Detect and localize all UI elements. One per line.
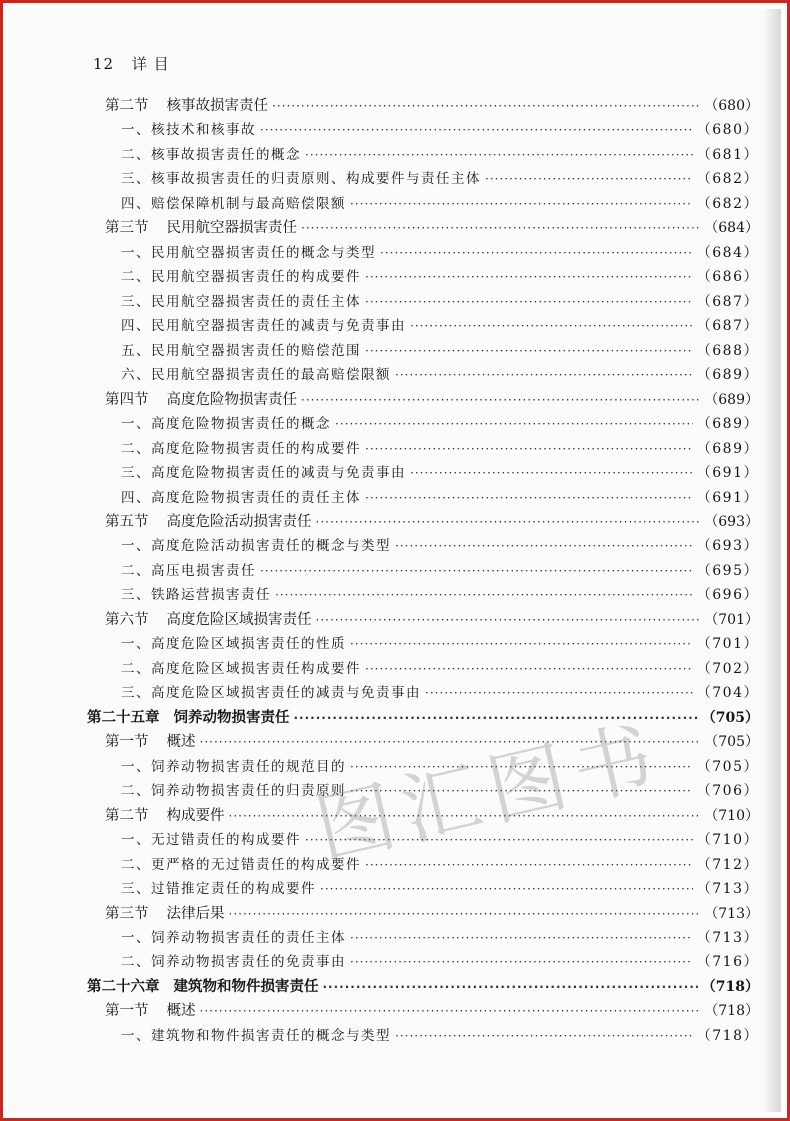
toc-entry-page: （712） <box>696 856 759 873</box>
toc-entry-item <box>121 242 759 264</box>
toc-entry-title <box>121 119 256 141</box>
toc-entry-section <box>105 95 759 117</box>
toc-entry-title <box>121 266 361 288</box>
leader-dots <box>200 731 701 753</box>
leader-dots <box>301 217 700 239</box>
toc-entry-title <box>121 560 256 582</box>
toc-entry-page: （705） <box>704 734 759 751</box>
toc-entry-title <box>121 829 301 851</box>
watermark-text: 图汇图书 <box>307 710 672 878</box>
toc-entry-page: （681） <box>696 146 759 163</box>
toc-entry-title <box>105 609 312 631</box>
toc-entry-text: 二、高压电损害责任 <box>121 562 256 579</box>
leader-dots <box>395 364 693 386</box>
toc-entry-page: （701） <box>704 611 759 628</box>
leader-dots <box>301 389 700 411</box>
toc-entry-chapter <box>87 976 759 998</box>
toc-entry-title <box>87 976 319 998</box>
toc-entry-text: 一、无过错责任的构成要件 <box>121 832 301 849</box>
toc-entry-text: 概述 <box>166 1003 196 1020</box>
leader-dots <box>365 340 693 362</box>
leader-dots <box>365 854 693 876</box>
toc-entry-title <box>121 633 346 655</box>
toc-entry-page: （704） <box>696 685 759 702</box>
toc-entry-text: 二、饲养动物损害责任的免责事由 <box>121 954 346 971</box>
toc-entry-title <box>121 193 346 215</box>
toc-entry-text: 高度危险活动损害责任 <box>166 513 312 530</box>
toc-entry-page: （688） <box>696 342 759 359</box>
toc-entry-item <box>121 658 759 680</box>
leader-dots <box>365 658 693 680</box>
toc-entry-text: 三、高度危险物损害责任的减责与免责事由 <box>121 465 406 482</box>
toc-entry-item <box>121 1025 759 1047</box>
toc-entry-text: 饲养动物损害责任 <box>173 709 290 726</box>
toc-entry-item <box>121 438 759 460</box>
leader-dots <box>350 927 693 949</box>
toc-entry-page: （716） <box>696 954 759 971</box>
toc-entry-section <box>105 903 759 925</box>
toc-entry-page: （691） <box>696 489 759 506</box>
leader-dots <box>294 707 698 729</box>
toc-entry-page: （687） <box>696 293 759 310</box>
toc-entry-label: 第四节 <box>105 391 149 408</box>
toc-entry-item <box>121 951 759 973</box>
toc-entry-item <box>121 168 759 190</box>
toc-entry-title <box>121 854 361 876</box>
toc-entry-title <box>105 389 297 411</box>
toc-entry-page: （713） <box>704 905 759 922</box>
toc-entry-title <box>121 780 346 802</box>
toc-entry-text: 五、民用航空器损害责任的赔偿范围 <box>121 342 361 359</box>
leader-dots <box>272 95 700 117</box>
toc-entry-title <box>121 535 391 557</box>
toc-entry-title <box>121 340 361 362</box>
toc-entry-page: （689） <box>696 367 759 384</box>
toc-entry-title <box>121 413 331 435</box>
toc-entry-title <box>105 903 225 925</box>
toc-entry-title <box>121 144 301 166</box>
toc-entry-page: （687） <box>696 318 759 335</box>
toc-entry-section <box>105 609 759 631</box>
toc-entry-item <box>121 315 759 337</box>
toc-entry-page: （691） <box>696 465 759 482</box>
toc-entry-section <box>105 511 759 533</box>
toc-entry-label: 第一节 <box>105 1003 149 1020</box>
leader-dots <box>320 878 693 900</box>
toc-entry-text: 三、过错推定责任的构成要件 <box>121 881 316 898</box>
leader-dots <box>380 242 693 264</box>
leader-dots <box>365 438 693 460</box>
toc-entry-title <box>121 315 406 337</box>
toc-entry-section <box>105 805 759 827</box>
toc-entry-title <box>121 584 271 606</box>
toc-entry-text: 三、铁路运营损害责任 <box>121 587 271 604</box>
toc-entry-title <box>121 878 316 900</box>
leader-dots <box>316 609 701 631</box>
toc-entry-title <box>121 658 361 680</box>
toc-entry-text: 三、民用航空器损害责任的责任主体 <box>121 293 361 310</box>
toc-entry-text: 二、高度危险物损害责任的构成要件 <box>121 440 361 457</box>
leader-dots <box>410 462 693 484</box>
leader-dots <box>395 1025 693 1047</box>
toc-entry-page: （713） <box>696 881 759 898</box>
leader-dots <box>425 682 693 704</box>
toc-entry-title <box>121 168 481 190</box>
toc-entry-title <box>121 487 361 509</box>
toc-entry-page: （686） <box>696 269 759 286</box>
toc-entry-text: 二、核事故损害责任的概念 <box>121 146 301 163</box>
leader-dots <box>410 315 693 337</box>
toc-entry-chapter <box>87 707 759 729</box>
page-number: 12 <box>93 55 115 73</box>
toc-entry-page: （696） <box>696 587 759 604</box>
toc-entry-text: 民用航空器损害责任 <box>166 220 297 237</box>
toc-entry-title <box>105 511 312 533</box>
toc-entry-item <box>121 144 759 166</box>
toc-entry-text: 一、饲养动物损害责任的责任主体 <box>121 929 346 946</box>
toc-entry-text: 四、民用航空器损害责任的减责与免责事由 <box>121 318 406 335</box>
toc-entry-title <box>121 756 346 778</box>
toc-entry-text: 二、高度危险区域损害责任构成要件 <box>121 660 361 677</box>
toc-entry-item <box>121 584 759 606</box>
leader-dots <box>323 976 698 998</box>
toc-entry-item <box>121 266 759 288</box>
toc-entry-item <box>121 927 759 949</box>
toc-entry-title <box>121 462 406 484</box>
leader-dots <box>485 168 693 190</box>
toc-entry-page: （695） <box>696 562 759 579</box>
toc-entry-text: 一、核技术和核事故 <box>121 122 256 139</box>
toc-entry-item <box>121 682 759 704</box>
toc-entry-text: 一、高度危险区域损害责任的性质 <box>121 636 346 653</box>
toc-entry-text: 概述 <box>166 734 196 751</box>
toc-entry-title <box>105 217 297 239</box>
toc-entry-text: 二、民用航空器损害责任的构成要件 <box>121 269 361 286</box>
toc-entry-title <box>121 682 421 704</box>
toc-entry-page: （680） <box>696 122 759 139</box>
toc-entry-text: 四、赔偿保障机制与最高赔偿限额 <box>121 195 346 212</box>
leader-dots <box>335 413 693 435</box>
toc-entry-text: 二、更严格的无过错责任的构成要件 <box>121 856 361 873</box>
toc-entry-page: （710） <box>696 832 759 849</box>
toc-entry-item <box>121 291 759 313</box>
toc-entry-text: 三、核事故损害责任的归责原则、构成要件与责任主体 <box>121 171 481 188</box>
toc-entry-title <box>87 707 290 729</box>
leader-dots <box>316 511 701 533</box>
toc-entry-label: 第二节 <box>105 98 149 114</box>
toc-entry-item <box>121 413 759 435</box>
toc-entry-text: 高度危险区域损害责任 <box>166 611 312 628</box>
toc-entry-title <box>121 927 346 949</box>
leader-dots <box>365 266 693 288</box>
toc-entry-item <box>121 193 759 215</box>
toc-entry-label: 第二节 <box>105 807 149 824</box>
toc-entry-text: 建筑物和物件损害责任 <box>173 978 319 995</box>
toc-entry-label: 第六节 <box>105 611 149 628</box>
leader-dots <box>260 119 693 141</box>
toc-entry-text: 一、建筑物和物件损害责任的概念与类型 <box>121 1027 391 1044</box>
toc-entry-item <box>121 487 759 509</box>
toc-entry-section <box>105 1000 759 1022</box>
leader-dots <box>260 560 693 582</box>
toc-entry-label: 第五节 <box>105 513 149 530</box>
toc-entry-text: 一、民用航空器损害责任的概念与类型 <box>121 244 376 261</box>
toc-entry-text: 四、高度危险物损害责任的责任主体 <box>121 489 361 506</box>
toc-entry-text: 构成要件 <box>166 807 225 824</box>
leader-dots <box>350 193 693 215</box>
toc-entry-title <box>121 951 346 973</box>
header-title: 详 目 <box>131 55 170 73</box>
toc-entry-item <box>121 780 759 802</box>
toc-entry-label: 第二十五章 <box>87 709 160 726</box>
toc-entry-section <box>105 731 759 753</box>
toc-entry-item <box>121 756 759 778</box>
toc-entry-text: 一、高度危险物损害责任的概念 <box>121 416 331 433</box>
toc-entry-section <box>105 217 759 239</box>
toc-entry-label: 第三节 <box>105 905 149 922</box>
toc-entry-page: （710） <box>704 807 759 824</box>
toc-entry-item <box>121 462 759 484</box>
toc-entry-item <box>121 560 759 582</box>
toc-entry-title <box>105 95 268 117</box>
toc-entry-text: 一、饲养动物损害责任的规范目的 <box>121 758 346 775</box>
leader-dots <box>275 584 693 606</box>
toc-entry-item <box>121 340 759 362</box>
leader-dots <box>350 780 693 802</box>
leader-dots <box>200 1000 701 1022</box>
toc-entry-page: （705） <box>701 709 759 726</box>
leader-dots <box>305 144 693 166</box>
toc-entry-page: （684） <box>696 244 759 261</box>
leader-dots <box>350 951 693 973</box>
toc-entry-title <box>121 364 391 386</box>
toc-entry-page: （713） <box>696 929 759 946</box>
toc-entry-label: 第二十六章 <box>87 978 160 995</box>
toc-entry-page: （702） <box>696 660 759 677</box>
toc-entry-page: （684） <box>704 220 759 237</box>
leader-dots <box>305 829 693 851</box>
leader-dots <box>229 903 701 925</box>
toc-entry-item <box>121 854 759 876</box>
toc-entry-page: （701） <box>696 636 759 653</box>
toc-entry-item <box>121 535 759 557</box>
toc-entry-title <box>121 1025 391 1047</box>
toc-entry-item <box>121 829 759 851</box>
toc-entry-title <box>121 438 361 460</box>
toc-entry-title <box>105 805 225 827</box>
leader-dots <box>365 291 693 313</box>
toc-entry-text: 二、饲养动物损害责任的归责原则 <box>121 783 346 800</box>
page-spine-shadow <box>763 9 781 1112</box>
toc-entry-title <box>121 291 361 313</box>
toc-entry-page: （718） <box>696 1027 759 1044</box>
toc-entry-text: 法律后果 <box>166 905 225 922</box>
leader-dots <box>365 487 693 509</box>
running-head <box>93 53 170 74</box>
toc-entry-title <box>105 731 196 753</box>
leader-dots <box>395 535 693 557</box>
toc-entry-text: 高度危险物损害责任 <box>166 391 297 408</box>
toc-entry-item <box>121 633 759 655</box>
toc-entry-page: （718） <box>704 1003 759 1020</box>
toc-entry-page: （689） <box>696 440 759 457</box>
toc-entry-text: 三、高度危险区域损害责任的减责与免责事由 <box>121 685 421 702</box>
toc-entry-page: （718） <box>701 978 759 995</box>
toc-entry-label: 第一节 <box>105 734 149 751</box>
book-page <box>9 9 781 1112</box>
toc-entry-page: （693） <box>704 513 759 530</box>
toc-entry-section <box>105 389 759 411</box>
leader-dots <box>229 805 701 827</box>
leader-dots <box>350 633 693 655</box>
toc-entry-label: 第三节 <box>105 220 149 237</box>
toc-entry-page: （682） <box>696 195 759 212</box>
toc-entry-title <box>121 242 376 264</box>
toc-entry-page: （689） <box>696 416 759 433</box>
toc-entry-page: （689） <box>704 391 759 408</box>
toc-entry-page: （693） <box>696 538 759 555</box>
toc-entry-item <box>121 119 759 141</box>
leader-dots <box>350 756 693 778</box>
toc-entry-page: （706） <box>696 783 759 800</box>
toc-entry-page: （705） <box>696 758 759 775</box>
toc-entry-text: 一、高度危险活动损害责任的概念与类型 <box>121 538 391 555</box>
toc-entry-title <box>105 1000 196 1022</box>
toc-entry-item <box>121 364 759 386</box>
toc-entry-item <box>121 878 759 900</box>
toc-entry-text: 六、民用航空器损害责任的最高赔偿限额 <box>121 367 391 384</box>
toc-entry-page: （682） <box>696 171 759 188</box>
toc-entry-page: （680） <box>704 98 759 114</box>
toc-entry-text: 核事故损害责任 <box>166 98 268 114</box>
